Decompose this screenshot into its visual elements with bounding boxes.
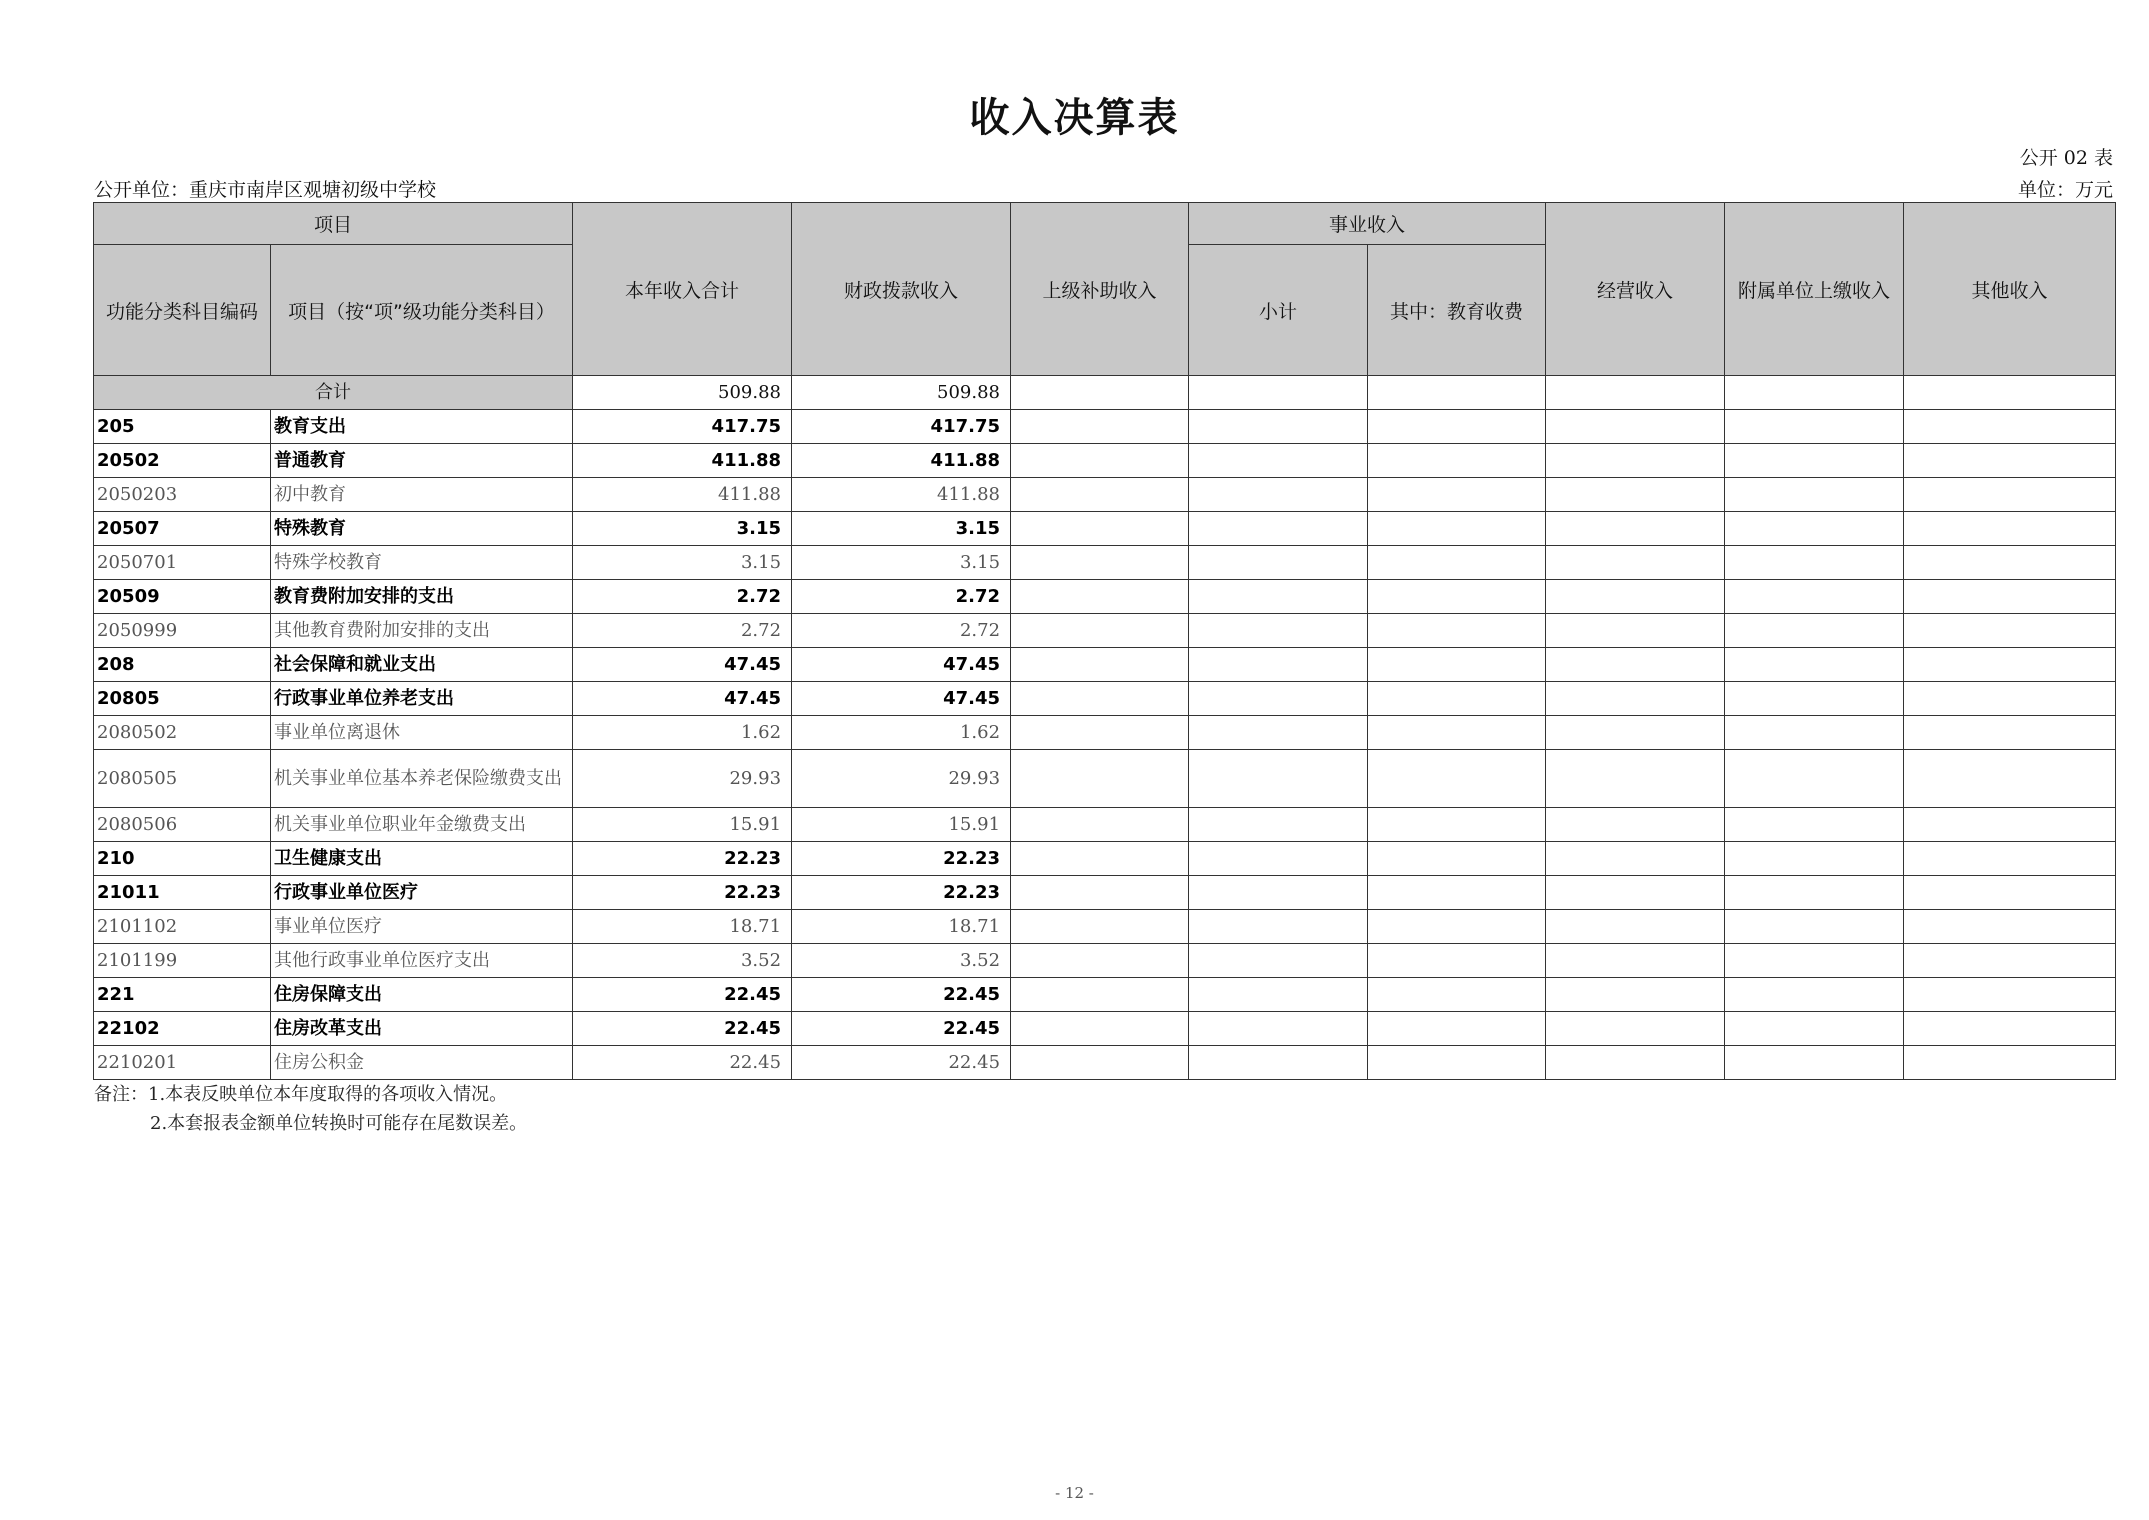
name-cell: 行政事业单位医疗: [271, 876, 573, 910]
empty-cell: [1904, 580, 2116, 614]
currency-unit: 单位：万元: [2017, 179, 2113, 201]
empty-cell: [1011, 648, 1189, 682]
header-total-income: 本年收入合计: [573, 203, 792, 376]
header-education-fee: 其中：教育收费: [1368, 245, 1546, 376]
table-row: [94, 478, 2116, 512]
total-income-cell: 29.93: [573, 750, 792, 808]
empty-cell: [1011, 1012, 1189, 1046]
table-row: [94, 978, 2116, 1012]
notes: [94, 1080, 527, 1138]
fiscal-income-cell: 1.62: [792, 716, 1011, 750]
total-label: 合计: [94, 376, 573, 410]
empty-cell: [1368, 546, 1546, 580]
fiscal-income-cell: 417.75: [792, 410, 1011, 444]
fiscal-income-cell: 22.45: [792, 978, 1011, 1012]
empty-cell: [1368, 1046, 1546, 1080]
total-income-cell: 3.15: [573, 546, 792, 580]
empty-cell: [1904, 1046, 2116, 1080]
fiscal-income-cell: 2.72: [792, 614, 1011, 648]
table-row: [94, 1012, 2116, 1046]
code-cell: 20509: [94, 580, 271, 614]
empty-cell: [1904, 910, 2116, 944]
fiscal-income-cell: 22.23: [792, 842, 1011, 876]
empty-cell: [1725, 478, 1904, 512]
empty-cell: [1725, 648, 1904, 682]
empty-cell: [1904, 842, 2116, 876]
empty-cell: [1189, 546, 1368, 580]
code-cell: 2210201: [94, 1046, 271, 1080]
empty-cell: [1368, 944, 1546, 978]
code-cell: 2050701: [94, 546, 271, 580]
code-cell: 2080506: [94, 808, 271, 842]
empty-cell: [1725, 682, 1904, 716]
empty-cell: [1368, 750, 1546, 808]
table-row: [94, 580, 2116, 614]
empty-cell: [1725, 512, 1904, 546]
form-number: 公开 02 表: [2019, 147, 2113, 169]
name-cell: 教育费附加安排的支出: [271, 580, 573, 614]
name-cell: 初中教育: [271, 478, 573, 512]
header-subtotal: 小计: [1189, 245, 1368, 376]
table-row: [94, 444, 2116, 478]
empty-cell: [1546, 614, 1725, 648]
fiscal-income-cell: 47.45: [792, 682, 1011, 716]
empty-cell: [1011, 614, 1189, 648]
empty-cell: [1546, 876, 1725, 910]
empty-cell: [1368, 648, 1546, 682]
fiscal-income-cell: 3.15: [792, 546, 1011, 580]
table-row: [94, 648, 2116, 682]
total-income-cell: 22.45: [573, 1046, 792, 1080]
empty-cell: [1546, 682, 1725, 716]
empty-cell: [1725, 910, 1904, 944]
fiscal-income-cell: 411.88: [792, 444, 1011, 478]
empty-cell: [1368, 444, 1546, 478]
reporting-unit: 公开单位：重庆市南岸区观塘初级中学校: [94, 179, 437, 201]
empty-cell: [1546, 478, 1725, 512]
total-income-cell: 417.75: [573, 410, 792, 444]
table-row: [94, 716, 2116, 750]
empty-cell: [1546, 512, 1725, 546]
table-row: [94, 546, 2116, 580]
empty-cell: [1546, 750, 1725, 808]
total-income-cell: 3.52: [573, 944, 792, 978]
empty-cell: [1189, 478, 1368, 512]
note-1: 备注：1.本表反映单位本年度取得的各项收入情况。: [94, 1084, 508, 1105]
table-row: [94, 1046, 2116, 1080]
header-business-income: 事业收入: [1189, 203, 1546, 245]
code-cell: 210: [94, 842, 271, 876]
empty-cell: [1725, 978, 1904, 1012]
code-cell: 221: [94, 978, 271, 1012]
empty-cell: [1725, 1046, 1904, 1080]
empty-cell: [1725, 614, 1904, 648]
total-income-cell: 47.45: [573, 682, 792, 716]
fiscal-income-cell: 47.45: [792, 648, 1011, 682]
empty-cell: [1189, 944, 1368, 978]
empty-cell: [1546, 1012, 1725, 1046]
name-cell: 住房公积金: [271, 1046, 573, 1080]
code-cell: 20805: [94, 682, 271, 716]
empty-cell: [1904, 546, 2116, 580]
empty-cell: [1904, 1012, 2116, 1046]
empty-cell: [1368, 1012, 1546, 1046]
total-income-cell: 15.91: [573, 808, 792, 842]
name-cell: 行政事业单位养老支出: [271, 682, 573, 716]
empty-cell: [1904, 944, 2116, 978]
empty-cell: [1546, 944, 1725, 978]
income-table: [93, 202, 2116, 1080]
empty-cell: [1189, 1012, 1368, 1046]
empty-cell: [1904, 716, 2116, 750]
fiscal-income-cell: 18.71: [792, 910, 1011, 944]
empty-cell: [1011, 580, 1189, 614]
header-function-code: 功能分类科目编码: [94, 245, 271, 376]
empty-cell: [1725, 716, 1904, 750]
empty-cell: [1725, 410, 1904, 444]
empty-cell: [1904, 682, 2116, 716]
empty-cell: [1904, 876, 2116, 910]
empty-cell: [1904, 444, 2116, 478]
empty-cell: [1546, 808, 1725, 842]
fiscal-income-cell: 3.52: [792, 944, 1011, 978]
total-income-cell: 2.72: [573, 580, 792, 614]
header-operating-income: 经营收入: [1546, 203, 1725, 376]
empty-cell: [1904, 808, 2116, 842]
empty-cell: [1725, 546, 1904, 580]
empty-cell: [1189, 808, 1368, 842]
header-superior-subsidy: 上级补助收入: [1011, 203, 1189, 376]
empty-cell: [1011, 716, 1189, 750]
empty-cell: [1011, 750, 1189, 808]
code-cell: 2080502: [94, 716, 271, 750]
name-cell: 普通教育: [271, 444, 573, 478]
empty-cell: [1546, 376, 1725, 410]
page-number: - 12 -: [1055, 1484, 1094, 1502]
empty-cell: [1546, 444, 1725, 478]
total-income-cell: 22.45: [573, 978, 792, 1012]
total-income-cell: 411.88: [573, 478, 792, 512]
code-cell: 2080505: [94, 750, 271, 808]
table-row: [94, 876, 2116, 910]
code-cell: 2101199: [94, 944, 271, 978]
empty-cell: [1011, 1046, 1189, 1080]
empty-cell: [1904, 512, 2116, 546]
name-cell: 事业单位离退休: [271, 716, 573, 750]
name-cell: 特殊教育: [271, 512, 573, 546]
total-income-cell: 2.72: [573, 614, 792, 648]
fiscal-income-cell: 15.91: [792, 808, 1011, 842]
empty-cell: [1011, 444, 1189, 478]
code-cell: 21011: [94, 876, 271, 910]
empty-cell: [1904, 648, 2116, 682]
name-cell: 住房保障支出: [271, 978, 573, 1012]
table-row: [94, 842, 2116, 876]
fiscal-income-cell: 3.15: [792, 512, 1011, 546]
empty-cell: [1011, 546, 1189, 580]
fiscal-income-cell: 22.45: [792, 1046, 1011, 1080]
code-cell: 20502: [94, 444, 271, 478]
code-cell: 2050203: [94, 478, 271, 512]
table-row: [94, 512, 2116, 546]
empty-cell: [1189, 682, 1368, 716]
total-income-cell: 22.23: [573, 876, 792, 910]
name-cell: 教育支出: [271, 410, 573, 444]
empty-cell: [1011, 842, 1189, 876]
empty-cell: [1011, 512, 1189, 546]
empty-cell: [1546, 1046, 1725, 1080]
empty-cell: [1189, 512, 1368, 546]
name-cell: 事业单位医疗: [271, 910, 573, 944]
table-row: [94, 910, 2116, 944]
code-cell: 20507: [94, 512, 271, 546]
document-title: 收入决算表: [969, 95, 1180, 141]
fiscal-income-cell: 22.23: [792, 876, 1011, 910]
total-income-cell: 18.71: [573, 910, 792, 944]
name-cell: 机关事业单位职业年金缴费支出: [271, 808, 573, 842]
empty-cell: [1368, 580, 1546, 614]
empty-cell: [1368, 842, 1546, 876]
empty-cell: [1546, 910, 1725, 944]
total-income-cell: 47.45: [573, 648, 792, 682]
name-cell: 机关事业单位基本养老保险缴费支出: [271, 750, 573, 808]
empty-cell: [1725, 842, 1904, 876]
table-row: [94, 410, 2116, 444]
total-income-cell: 3.15: [573, 512, 792, 546]
empty-cell: [1011, 682, 1189, 716]
name-cell: 社会保障和就业支出: [271, 648, 573, 682]
empty-cell: [1368, 512, 1546, 546]
empty-cell: [1725, 876, 1904, 910]
empty-cell: [1011, 808, 1189, 842]
header-other-income: 其他收入: [1904, 203, 2116, 376]
empty-cell: [1368, 716, 1546, 750]
name-cell: 住房改革支出: [271, 1012, 573, 1046]
total-income-cell: 22.45: [573, 1012, 792, 1046]
empty-cell: [1189, 410, 1368, 444]
fiscal-income-cell: 411.88: [792, 478, 1011, 512]
empty-cell: [1904, 750, 2116, 808]
empty-cell: [1725, 944, 1904, 978]
empty-cell: [1189, 580, 1368, 614]
empty-cell: [1189, 648, 1368, 682]
empty-cell: [1904, 978, 2116, 1012]
empty-cell: [1011, 978, 1189, 1012]
empty-cell: [1189, 876, 1368, 910]
empty-cell: [1546, 546, 1725, 580]
empty-cell: [1725, 444, 1904, 478]
name-cell: 其他行政事业单位医疗支出: [271, 944, 573, 978]
name-cell: 特殊学校教育: [271, 546, 573, 580]
empty-cell: [1368, 876, 1546, 910]
empty-cell: [1011, 944, 1189, 978]
empty-cell: [1368, 410, 1546, 444]
total-income-cell: 22.23: [573, 842, 792, 876]
empty-cell: [1368, 682, 1546, 716]
total-fiscal-cell: 509.88: [792, 376, 1011, 410]
table-row: [94, 750, 2116, 808]
empty-cell: [1725, 1012, 1904, 1046]
empty-cell: [1368, 910, 1546, 944]
note-2: 2.本套报表金额单位转换时可能存在尾数误差。: [150, 1113, 528, 1134]
empty-cell: [1368, 978, 1546, 1012]
empty-cell: [1546, 410, 1725, 444]
empty-cell: [1368, 808, 1546, 842]
empty-cell: [1189, 750, 1368, 808]
empty-cell: [1189, 376, 1368, 410]
total-income-cell: 411.88: [573, 444, 792, 478]
empty-cell: [1725, 750, 1904, 808]
name-cell: 卫生健康支出: [271, 842, 573, 876]
empty-cell: [1011, 876, 1189, 910]
empty-cell: [1725, 376, 1904, 410]
table-row: [94, 682, 2116, 716]
fiscal-income-cell: 29.93: [792, 750, 1011, 808]
header-affiliated-income: 附属单位上缴收入: [1725, 203, 1904, 376]
total-income-cell: 1.62: [573, 716, 792, 750]
header-item-group: 项目: [94, 203, 573, 245]
empty-cell: [1189, 842, 1368, 876]
code-cell: 208: [94, 648, 271, 682]
empty-cell: [1189, 978, 1368, 1012]
empty-cell: [1368, 478, 1546, 512]
header-fiscal-income: 财政拨款收入: [792, 203, 1011, 376]
empty-cell: [1189, 910, 1368, 944]
empty-cell: [1546, 842, 1725, 876]
fiscal-income-cell: 22.45: [792, 1012, 1011, 1046]
header-function-name: 项目（按“项”级功能分类科目）: [271, 245, 573, 376]
table-row: [94, 808, 2116, 842]
empty-cell: [1011, 376, 1189, 410]
table-row: [94, 614, 2116, 648]
total-income-cell: 509.88: [573, 376, 792, 410]
empty-cell: [1546, 978, 1725, 1012]
table-row: [94, 944, 2116, 978]
empty-cell: [1546, 716, 1725, 750]
total-row: [94, 376, 2116, 410]
fiscal-income-cell: 2.72: [792, 580, 1011, 614]
empty-cell: [1189, 614, 1368, 648]
empty-cell: [1725, 580, 1904, 614]
empty-cell: [1368, 614, 1546, 648]
empty-cell: [1189, 1046, 1368, 1080]
empty-cell: [1904, 614, 2116, 648]
empty-cell: [1011, 910, 1189, 944]
code-cell: 205: [94, 410, 271, 444]
empty-cell: [1904, 478, 2116, 512]
empty-cell: [1189, 444, 1368, 478]
empty-cell: [1904, 410, 2116, 444]
empty-cell: [1546, 648, 1725, 682]
empty-cell: [1189, 716, 1368, 750]
name-cell: 其他教育费附加安排的支出: [271, 614, 573, 648]
empty-cell: [1725, 808, 1904, 842]
code-cell: 22102: [94, 1012, 271, 1046]
empty-cell: [1011, 478, 1189, 512]
empty-cell: [1904, 376, 2116, 410]
code-cell: 2101102: [94, 910, 271, 944]
code-cell: 2050999: [94, 614, 271, 648]
empty-cell: [1368, 376, 1546, 410]
empty-cell: [1546, 580, 1725, 614]
empty-cell: [1011, 410, 1189, 444]
